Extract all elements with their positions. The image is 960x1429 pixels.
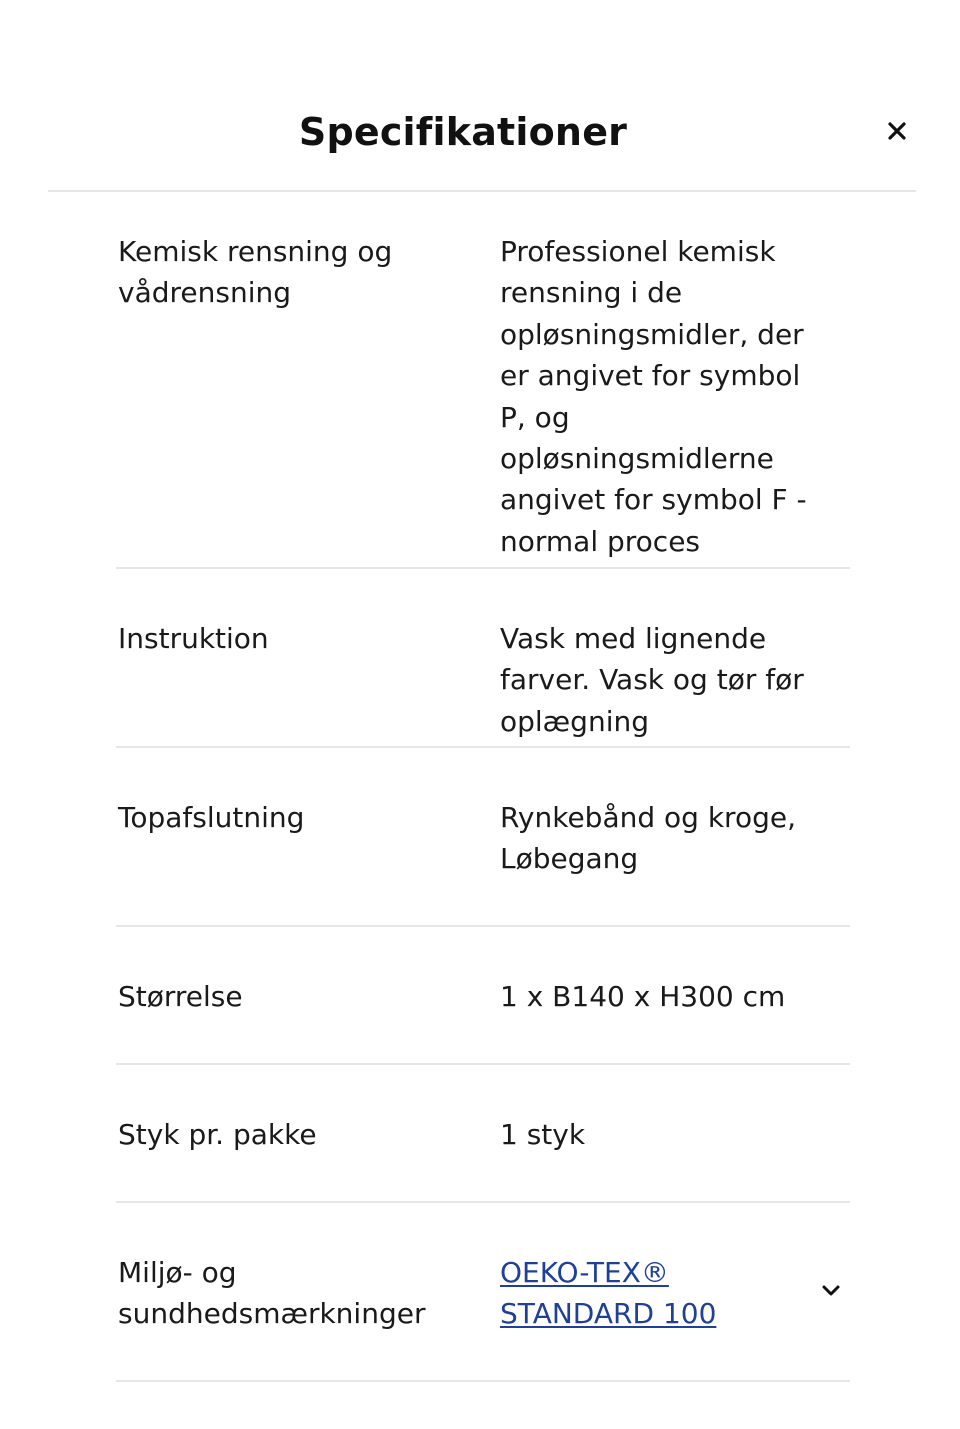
expand-button[interactable] <box>814 1272 848 1306</box>
spec-label: Miljø- og sundhedsmærkninger <box>118 1256 426 1331</box>
modal-title: Specifikationer <box>298 110 628 154</box>
close-icon <box>887 121 907 145</box>
oeko-tex-link[interactable]: OEKO-TEX® STANDARD 100 <box>500 1256 717 1331</box>
spec-label: Topafslutning <box>118 801 305 834</box>
spec-list <box>116 192 850 1382</box>
spec-label: Kemisk rensning og vådrensning <box>118 235 393 310</box>
close-button[interactable] <box>876 112 918 154</box>
spec-label: Størrelse <box>118 980 243 1013</box>
spec-row-pieces-per-pack <box>116 1065 850 1203</box>
spec-row-size <box>116 927 850 1065</box>
chevron-down-icon <box>821 1268 841 1309</box>
spec-row-certifications <box>116 1203 850 1382</box>
spec-value: 1 styk <box>500 1118 586 1151</box>
spec-value: Professionel kemisk rensning i de opløsningsmidler, der er angivet for symbol P, og opløsningsmidlerne angivet for symbol F - normal proces <box>500 235 807 558</box>
spec-row-heading <box>116 748 850 927</box>
spec-value <box>500 1203 850 1380</box>
spec-row-instruction <box>116 569 850 748</box>
spec-row-dry-cleaning <box>116 192 850 569</box>
spec-value: Vask med lignende farver. Vask og tør før oplægning <box>500 622 804 738</box>
spec-value: 1 x B140 x H300 cm <box>500 980 786 1013</box>
spec-value: Rynkebånd og kroge, Løbegang <box>500 801 796 876</box>
spec-label: Styk pr. pakke <box>118 1118 317 1151</box>
spec-label: Instruktion <box>118 622 269 655</box>
modal-header <box>0 0 960 192</box>
